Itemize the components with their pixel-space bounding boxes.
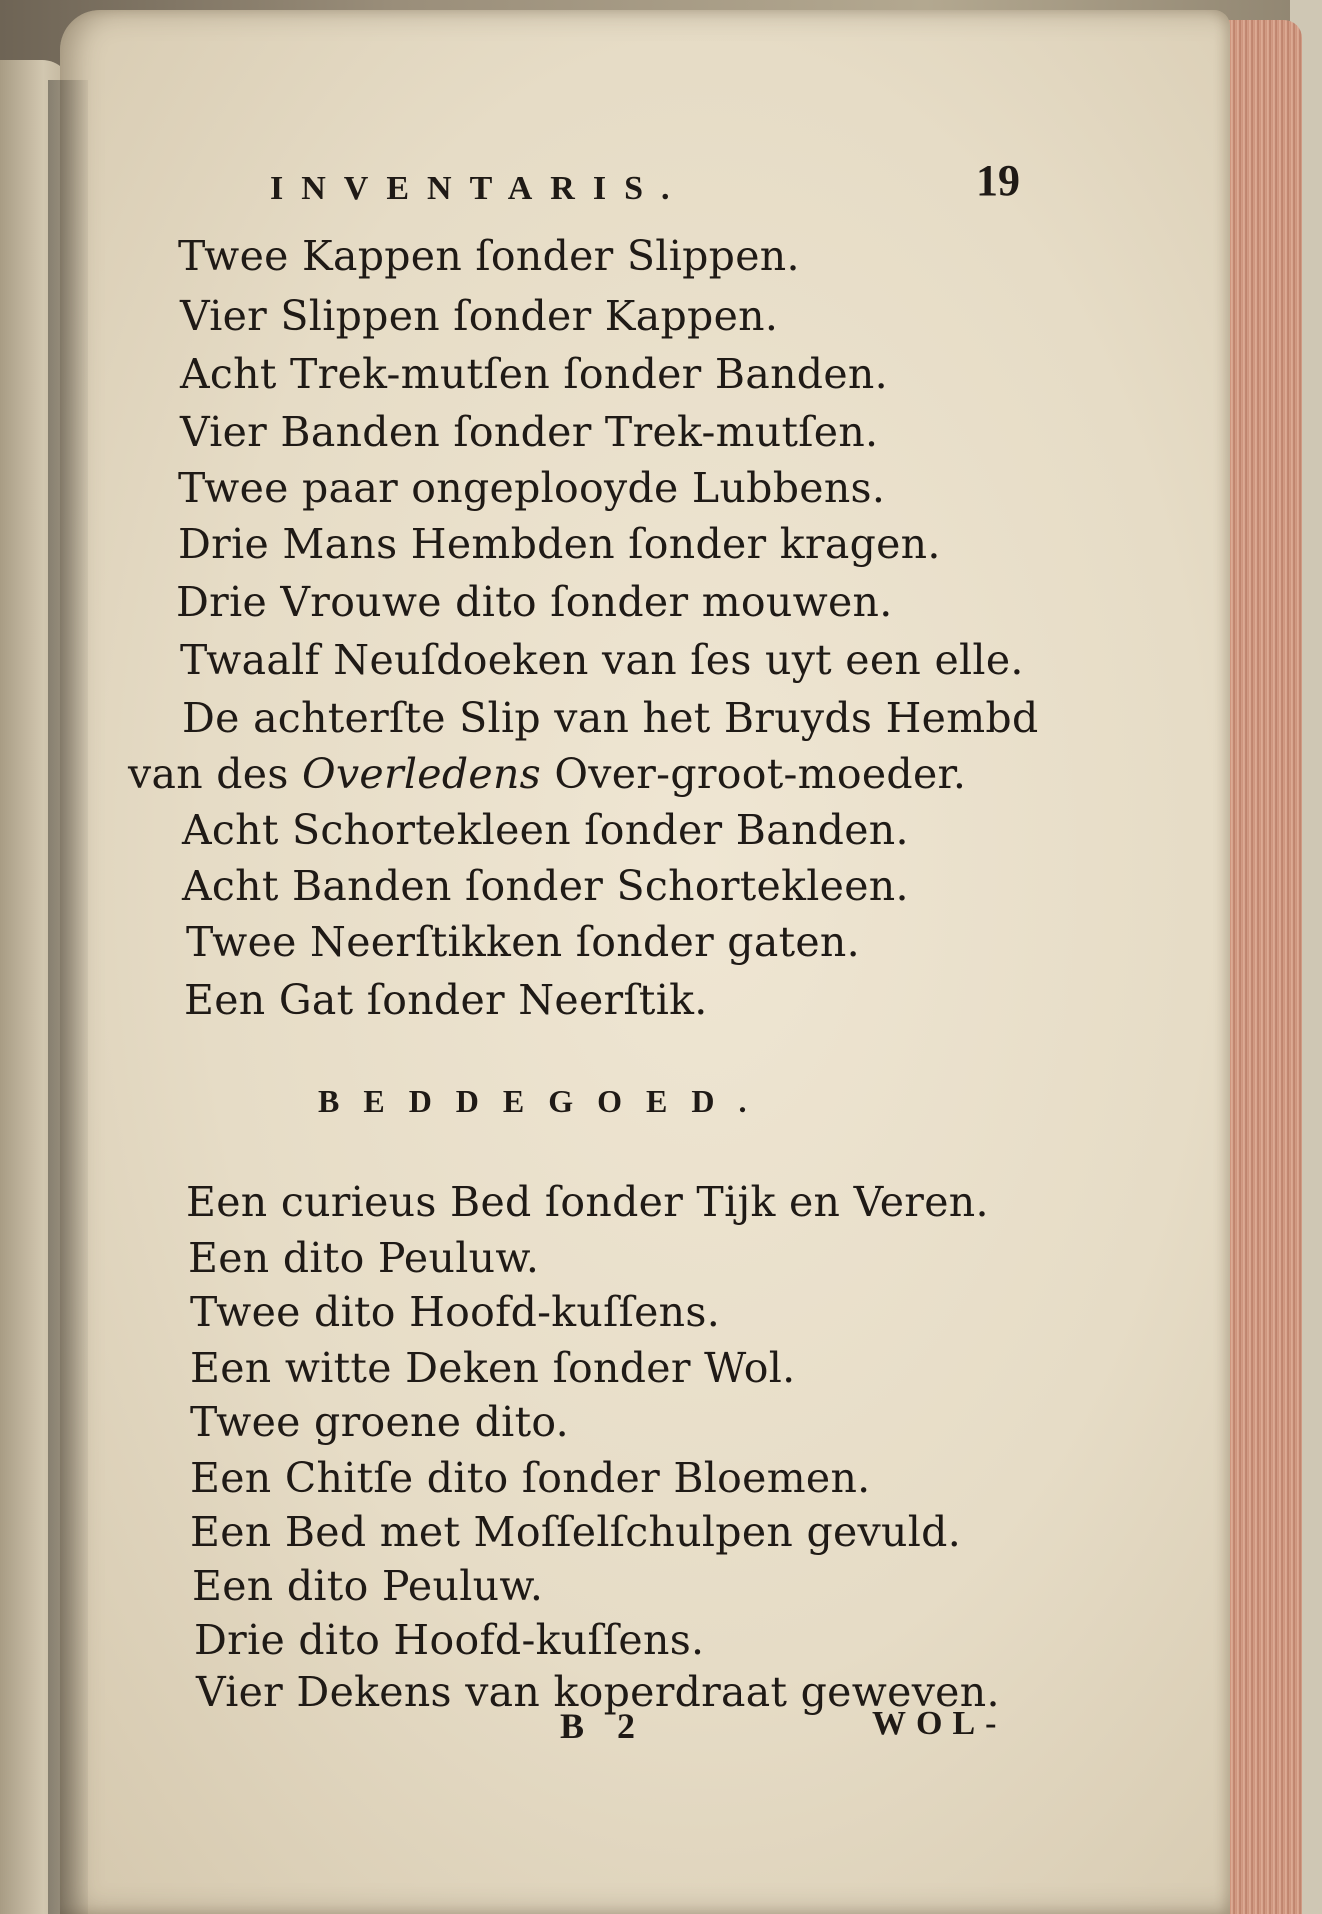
signature-mark: B 2 bbox=[560, 1706, 648, 1746]
text-line: Twee Neerſtikken ſonder gaten. bbox=[186, 918, 860, 966]
text-line: Vier Dekens van koperdraat geweven. bbox=[196, 1668, 1000, 1716]
text-line: Twee paar ongeplooyde Lubbens. bbox=[178, 464, 886, 512]
text-line: Een Bed met Moſſelſchulpen gevuld. bbox=[190, 1508, 962, 1556]
text-line: Vier Slippen ſonder Kappen. bbox=[180, 292, 779, 340]
section-heading: BEDDEGOED. bbox=[318, 1083, 771, 1119]
text-line: Twee Kappen ſonder Slippen. bbox=[178, 232, 800, 280]
text-line: De achterſte Slip van het Bruyds Hembd bbox=[182, 694, 1039, 742]
italic-name: Overledens bbox=[302, 750, 542, 798]
text-line bbox=[128, 750, 966, 798]
running-head: INVENTARIS. bbox=[270, 170, 688, 207]
page-edges bbox=[1218, 20, 1302, 1914]
text-line: Drie dito Hoofd-kuſſens. bbox=[194, 1616, 705, 1664]
page-number: 19 bbox=[976, 156, 1020, 205]
text-line: Drie Mans Hembden ſonder kragen. bbox=[178, 520, 941, 568]
text-line: Twaalf Neuſdoeken van ſes uyt een elle. bbox=[180, 636, 1024, 684]
text-fragment: Over-groot-moeder. bbox=[541, 750, 967, 798]
text-fragment: van des bbox=[128, 750, 303, 798]
text-line: Drie Vrouwe dito ſonder mouwen. bbox=[176, 578, 893, 626]
text-line: Een Chitſe dito ſonder Bloemen. bbox=[190, 1454, 871, 1502]
text-line: Een curieus Bed ſonder Tijk en Veren. bbox=[186, 1178, 989, 1226]
text-line: Acht Schortekleen ſonder Banden. bbox=[182, 806, 909, 854]
text-line: Acht Trek-mutſen ſonder Banden. bbox=[180, 350, 888, 398]
book-gutter-shadow bbox=[48, 80, 88, 1914]
text-line: Twee groene dito. bbox=[190, 1398, 569, 1446]
text-line: Een dito Peuluw. bbox=[188, 1234, 540, 1282]
text-line: Twee dito Hoofd-kuſſens. bbox=[190, 1288, 721, 1336]
catchword: WOL- bbox=[872, 1705, 1007, 1742]
text-line: Vier Banden ſonder Trek-mutſen. bbox=[180, 408, 879, 456]
text-line: Een witte Deken ſonder Wol. bbox=[190, 1344, 796, 1392]
text-line: Een Gat ſonder Neerſtik. bbox=[184, 976, 708, 1024]
text-line: Een dito Peuluw. bbox=[192, 1562, 544, 1610]
text-line: Acht Banden ſonder Schortekleen. bbox=[182, 862, 909, 910]
